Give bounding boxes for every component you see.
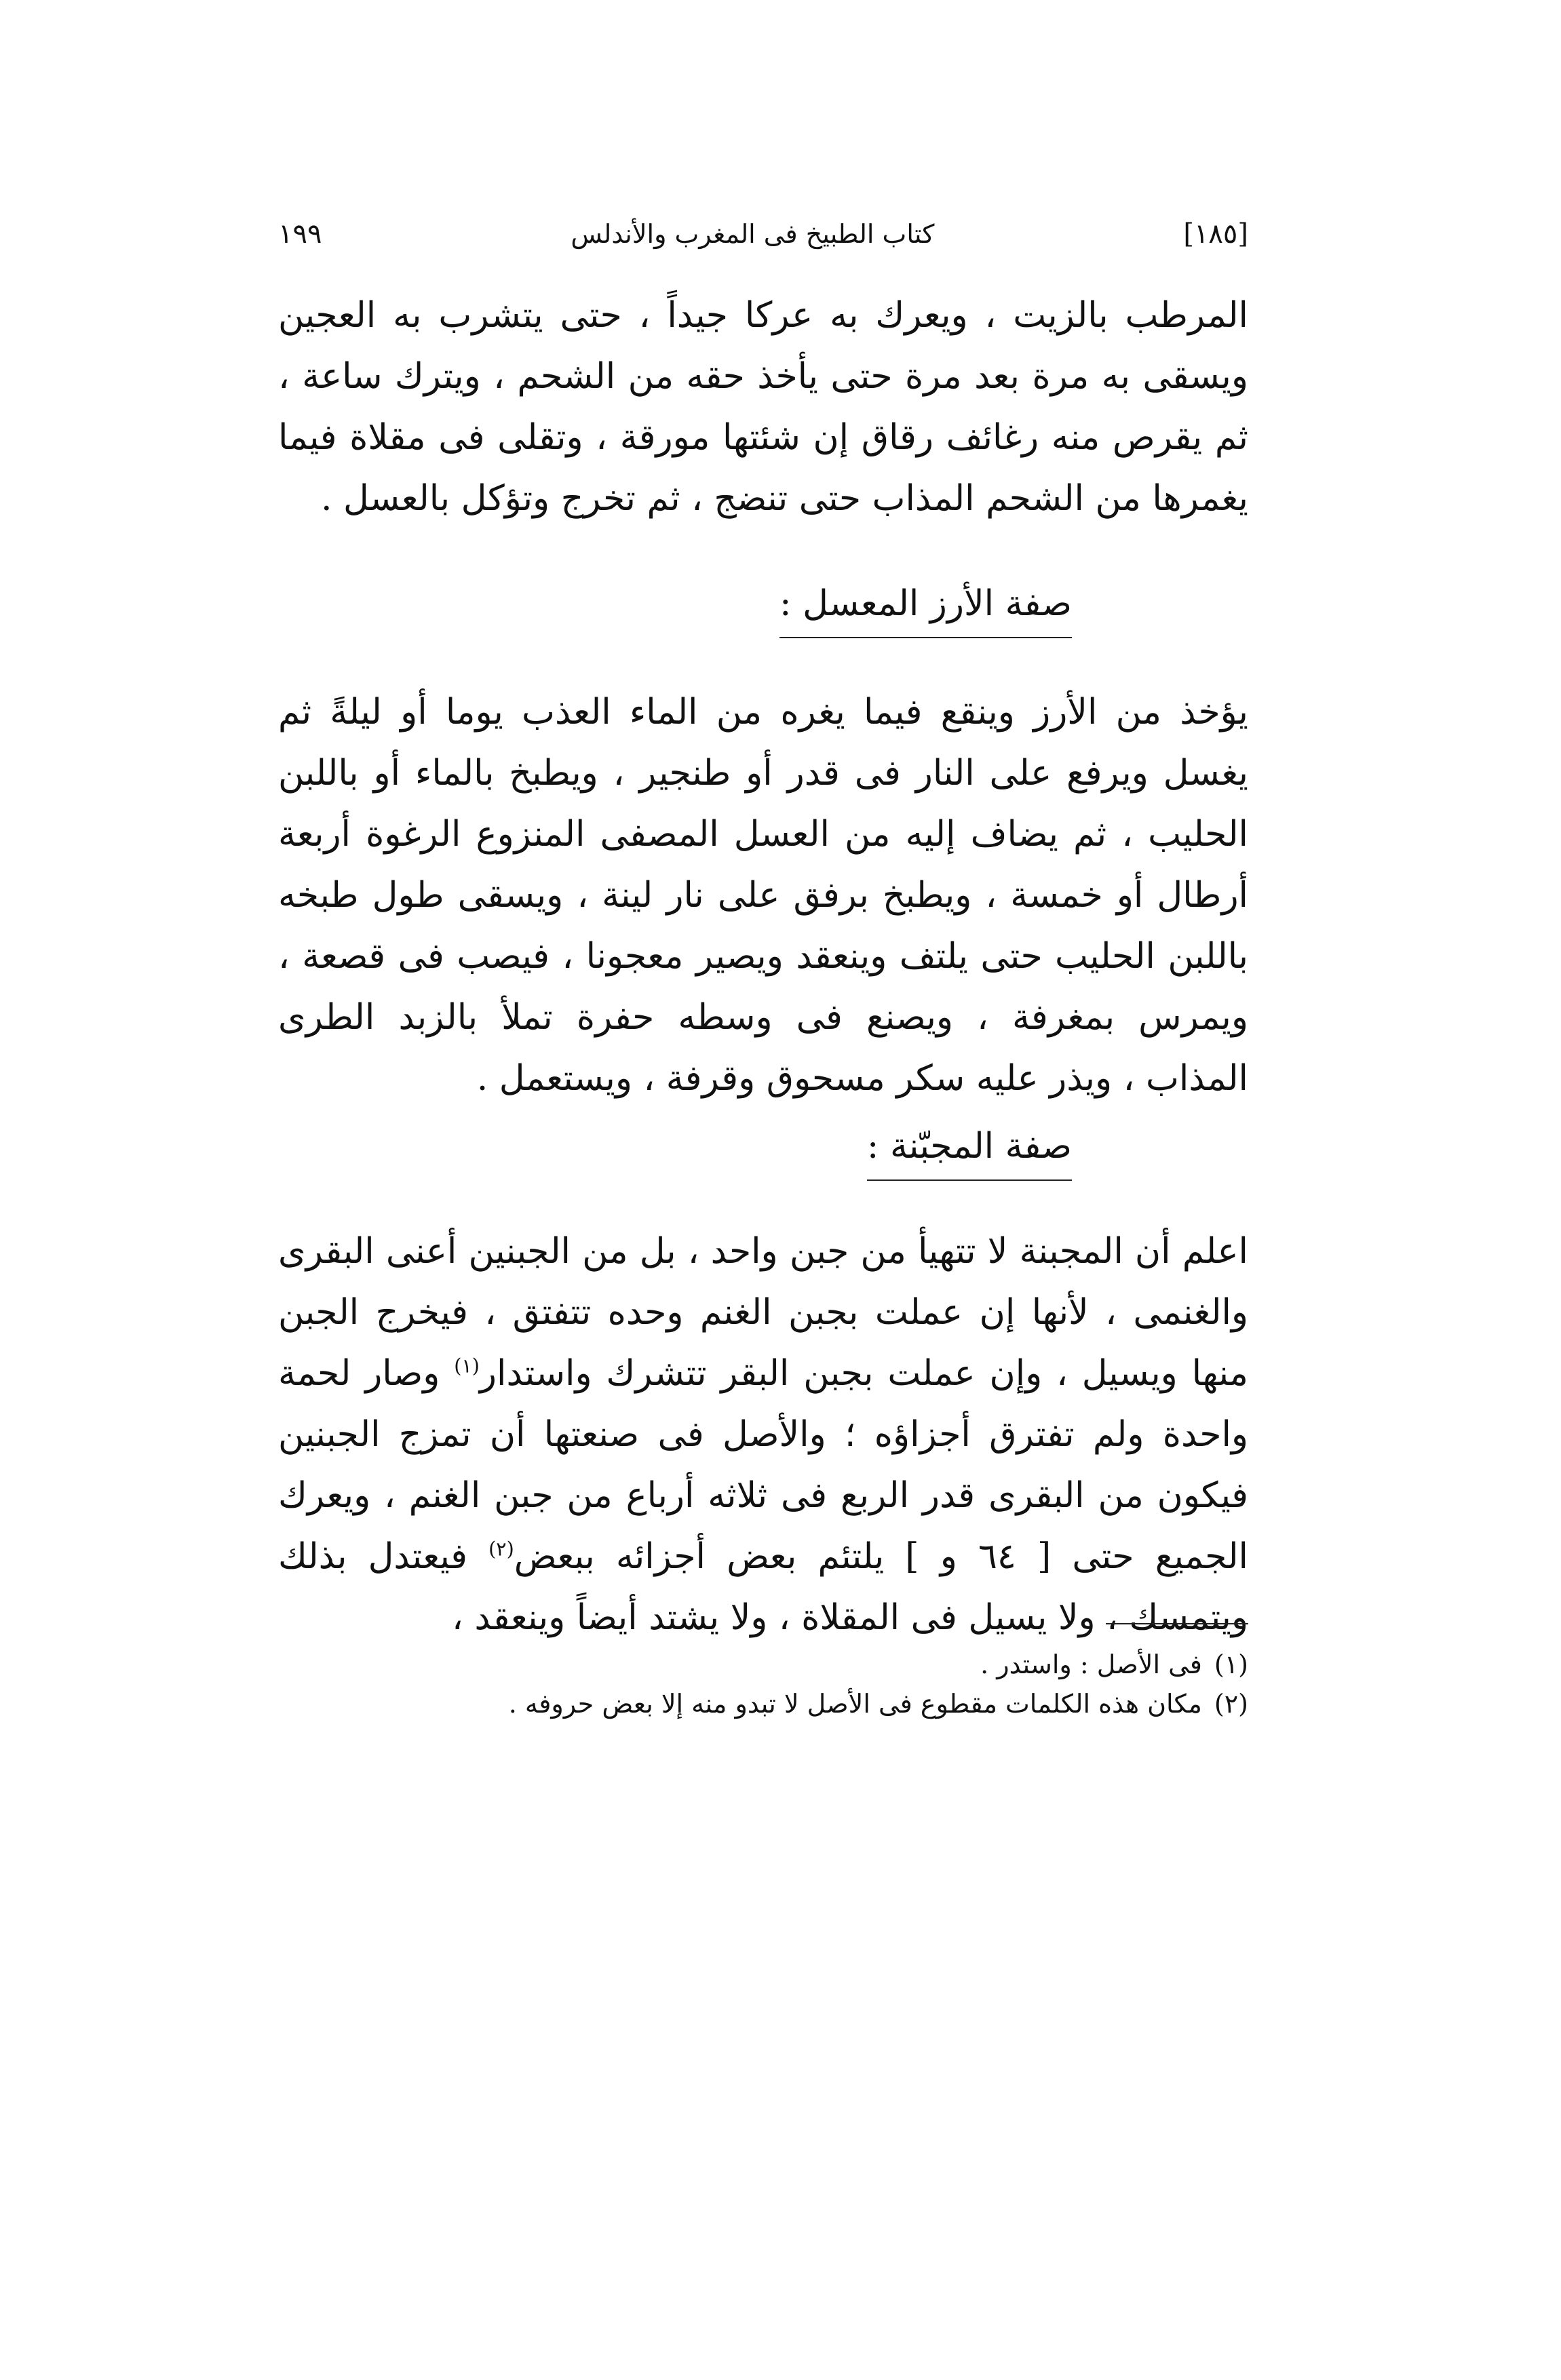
- paragraph-3-part-2: وصار لحمة واحدة ولم تفترق أجزاؤه ؛ والأصل فى صنعتها أن تمزج الجبنين فيكون من البقرى قدر الربع فى ثلاثه أرباع من جبن الغنم ، ويعرك الجميع حتى [ ٦٤ و ] يلتئم بعض أجزائه ببعض: [278, 1353, 1248, 1577]
- footnote-2: [278, 1684, 1248, 1723]
- paragraph-3-part-1: اعلم أن المجبنة لا تتهيأ من جبن واحد ، بل من الجبنين أعنى البقرى والغنمى ، لأنها إن عملت بجبن الغنم وحده تتفتق ، فيخرج الجبن منها ويسيل ، وإن عملت بجبن البقر تتشرك واستدار: [278, 1231, 1248, 1394]
- section-heading-honeyed-rice: صفة الأرز المعسل :: [779, 580, 1072, 638]
- footnotes: [278, 1645, 1248, 1723]
- section-heading-mujabbana: صفة المجبّنة :: [867, 1123, 1072, 1181]
- book-title: كتاب الطبيخ فى المغرب والأندلس: [571, 219, 935, 249]
- footnote-2-text: مكان هذه الكلمات مقطوع فى الأصل لا تبدو منه إلا بعض حروفه .: [508, 1689, 1202, 1719]
- footnote-1: [278, 1645, 1248, 1684]
- paragraph-3: [278, 1221, 1248, 1648]
- footnote-ref-2: (٢): [488, 1537, 514, 1561]
- footnote-2-number: (٢): [1214, 1689, 1248, 1719]
- paragraph-1: المرطب بالزيت ، ويعرك به عركا جيداً ، حتى يتشرب به العجين ويسقى به مرة بعد مرة حتى يأخذ حقه من الشحم ، ويترك ساعة ، ثم يقرص منه رغائف رقاق إن شئتها مورقة ، وتقلى فى مقلاة فيما يغمرها من الشحم المذاب حتى تنضج ، ثم تخرج وتؤكل بالعسل .: [278, 295, 1248, 519]
- book-page: [278, 210, 1248, 1770]
- page-reference: [١٨٥]: [1183, 218, 1248, 250]
- footnote-divider: [1106, 1623, 1248, 1624]
- footnote-1-number: (١): [1214, 1650, 1248, 1679]
- footnote-1-text: فى الأصل : واستدر .: [980, 1650, 1202, 1679]
- paragraph-3-part-3: فيعتدل بذلك ويتمسك ، ولا يسيل فى المقلاة ، ولا يشتد أيضاً وينعقد ،: [278, 1536, 1248, 1638]
- paragraph-2: يؤخذ من الأرز وينقع فيما يغره من الماء العذب يوما أو ليلةً ثم يغسل ويرفع على النار فى قدر أو طنجير ، ويطبخ بالماء أو باللبن الحليب ، ثم يضاف إليه من العسل المصفى المنزوع الرغوة أربعة أرطال أو خمسة ، ويطبخ برفق على نار لينة ، ويسقى طول طبخه باللبن الحليب حتى يلتف وينعقد ويصير معجونا ، فيصب فى قصعة ، ويمرس بمغرفة ، ويصنع فى وسطه حفرة تملأ بالزبد الطرى المذاب ، ويذر عليه سكر مسحوق وقرفة ، ويستعمل .: [278, 692, 1248, 1099]
- footnote-ref-1: (١): [454, 1354, 480, 1378]
- page-number: ١٩٩: [278, 218, 322, 250]
- running-header: [278, 210, 1248, 258]
